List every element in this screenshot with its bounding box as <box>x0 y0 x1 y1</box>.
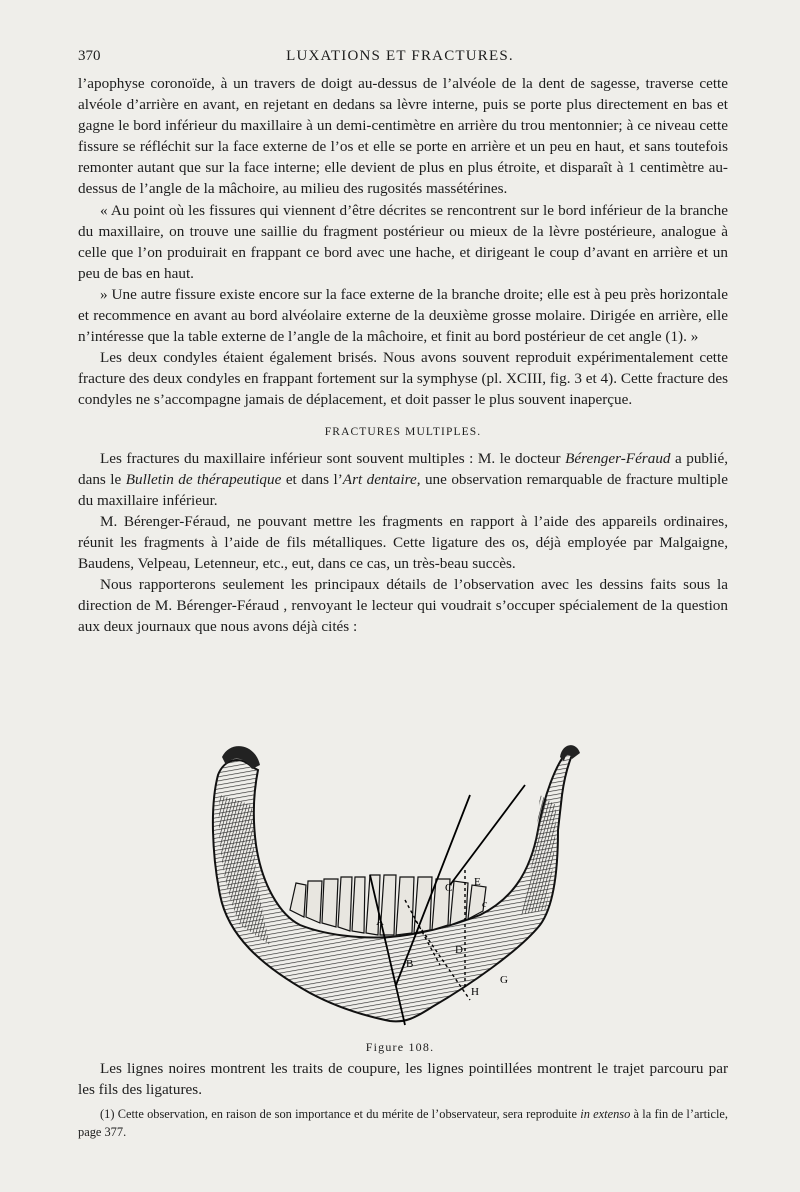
label-a: A <box>376 916 384 928</box>
journal-title-2: Art dentaire <box>342 470 417 488</box>
section-heading: FRACTURES MULTIPLES. <box>324 425 482 438</box>
footnote-italic: in extenso <box>580 1107 631 1121</box>
p5-text-b: a publié, dans le <box>78 449 728 488</box>
paragraph-2: « Au point où les fissures qui viennent d’être décrites se rencontrent sur le bord inférieur de la branche du maxillaire, on trouve une saillie du fragment postérieur ou mieux de la lèvre postérieure, analogue à celle que l’on produirait en frappant ce bord avec une hache, et dirigeant le coup d’avant en arrière et un peu de bas en haut. <box>78 201 728 282</box>
journal-title-1: Bulletin de thérapeutique <box>125 470 282 488</box>
paragraph-1: l’apophyse coronoïde, à un travers de doigt au-dessus de l’alvéole de la dent de sagesse, traverse cette alvéole d’arrière en avant, en rejetant en dedans sa lèvre interne, puis se porte plus directement en bas et gagne le bord inférieur du maxillaire à un demi-centimètre en arrière du trou mentonnier; à ce niveau cette fissure se réfléchit sur la face externe de l’os et elle se porte en arrière et un peu en haut, et sans toutefois remonter autant que sur la face interne; elle devient de plus en plus étroite, et disparaît à 1 centimètre au-dessus de l’angle de la mâchoire, au milieu des rugosités massétérines. <box>78 75 728 198</box>
label-g: G <box>500 974 508 986</box>
paragraph-5 <box>78 448 728 511</box>
p5-text-d: , une observation remarquable de fracture multiple du maxillaire inférieur. <box>78 470 729 509</box>
figure-legend: Les lignes noires montrent les traits de coupure, les lignes pointillées montrent le trajet parcouru par les fils des ligatures. <box>78 1060 728 1098</box>
mandible-engraving <box>200 735 600 1035</box>
footnote <box>78 1105 728 1141</box>
paragraph-6: M. Bérenger-Féraud, ne pouvant mettre les fragments en rapport à l’aide des appareils ordinaires, réunit les fragments à l’aide de fils métalliques. Cette ligature des os, déjà employée par Malgaigne, Baudens, Velpeau, Letenneur, etc., eut, dans ce cas, un très-beau succès. <box>78 512 728 573</box>
label-b: B <box>406 958 414 970</box>
body-text <box>78 73 728 637</box>
running-title: LUXATIONS ET FRACTURES. <box>286 48 514 64</box>
p5-text-a: Les fractures du maxillaire inférieur sont souvent multiples : M. le docteur <box>100 449 566 467</box>
paragraph-4: Les deux condyles étaient également brisés. Nous avons souvent reproduit expérimentalement cette fracture des deux condyles en frappant fortement sur la symphyse (pl. XCIII, fig. 3 et 4). Cette fracture des condyles ne s’accompagne jamais de déplacement, et doit passer le plus souvent inaperçue. <box>78 349 728 409</box>
paragraph-7: Nous rapporterons seulement les principaux détails de l’observation avec les dessins faits sous la direction de M. Bérenger-Féraud , renvoyant le lecteur qui voudrait s’occuper spécialement de la question aux deux journaux que nous avons déjà cités : <box>78 576 728 636</box>
paragraph-3: » Une autre fissure existe encore sur la face externe de la branche droite; elle est à peu près horizontale et recommence en avant au bord alvéolaire externe de la deuxième grosse molaire. Dirigée en arrière, elle n’intéresse que la table externe de l’angle de la mâchoire, et finit au bord postérieur de cet angle (1). » <box>78 285 728 346</box>
page-header <box>78 48 722 70</box>
figure-caption: Figure 108. <box>365 1040 435 1054</box>
footnote-text-a: (1) Cette observation, en raison de son importance et du mérite de l’observateur, sera reproduite <box>100 1107 581 1121</box>
p5-text-c: et dans l’ <box>281 470 343 488</box>
label-e: E <box>474 876 481 888</box>
page-number: 370 <box>78 48 101 64</box>
footnote-text-b: à la fin de l’article, page 377. <box>78 1107 729 1139</box>
label-h: H <box>471 986 479 998</box>
label-d: D <box>455 944 463 956</box>
label-c-lower: c <box>482 898 487 910</box>
author-name: Bérenger-Féraud <box>565 449 671 467</box>
label-c: C <box>445 882 453 894</box>
figure-mandible-illustration <box>200 735 600 1035</box>
